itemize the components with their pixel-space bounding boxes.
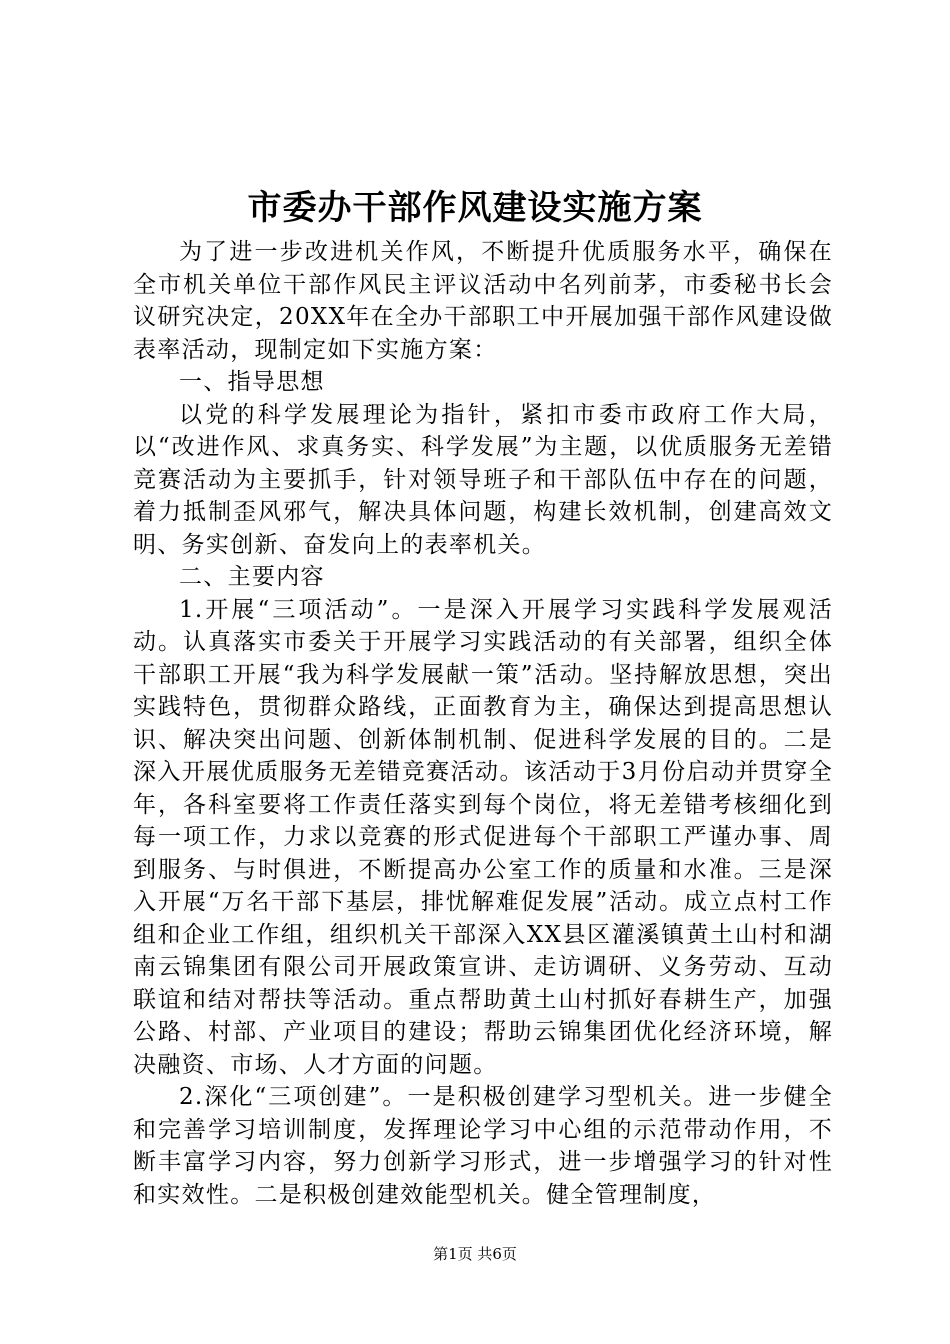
guiding-ideology-paragraph: 以党的科学发展理论为指针，紧扣市委市政府工作大局，以“改进作风、求真务实、科学发展”为主题，以优质服务无差错竞赛活动为主要抓手，针对领导班子和干部队伍中存在的问题，着力抵制歪风邪气，解决具体问题，构建长效机制，创建高效文明、务实创新、奋发向上的表率机关。 [133,401,833,558]
page-number-footer: 第1页 共6页 [433,1245,517,1263]
document-title: 市委办干部作风建设实施方案 [247,188,703,228]
document-body [133,236,833,1211]
three-creations-paragraph: 2.深化“三项创建”。一是积极创建学习型机关。进一步健全和完善学习培训制度，发挥理论学习中心组的示范带动作用，不断丰富学习内容，努力创新学习形式，进一步增强学习的针对性和实效性。二是积极创建效能型机关。健全管理制度， [133,1084,833,1208]
three-activities-paragraph: 1.开展“三项活动”。一是深入开展学习实践科学发展观活动。认真落实市委关于开展学习实践活动的有关部署，组织全体干部职工开展“我为科学发展献一策”活动。坚持解放思想，突出实践特色，贯彻群众路线，正面教育为主，确保达到提高思想认识、解决突出问题、创新体制机制、促进科学发展的目的。二是深入开展优质服务无差错竞赛活动。该活动于3月份启动并贯穿全年，各科室要将工作责任落实到每个岗位，将无差错考核细化到每一项工作，力求以竞赛的形式促进每个干部职工严谨办事、周到服务、与时俱进，不断提高办公室工作的质量和水准。三是深入开展“万名干部下基层，排忧解难促发展”活动。成立点村工作组和企业工作组，组织机关干部深入XX县区灌溪镇黄土山村和湖南云锦集团有限公司开展政策宣讲、走访调研、义务劳动、互动联谊和结对帮扶等活动。重点帮助黄土山村抓好春耕生产，加强公路、村部、产业项目的建设；帮助云锦集团优化经济环境，解决融资、市场、人才方面的问题。 [133,596,833,1078]
intro-paragraph: 为了进一步改进机关作风，不断提升优质服务水平，确保在全市机关单位干部作风民主评议活动中名列前茅，市委秘书长会议研究决定，20XX年在全办干部职工中开展加强干部作风建设做表率活动，现制定如下实施方案： [133,239,833,363]
section-heading-main-content: 二、主要内容 [179,564,325,590]
section-heading-guiding-ideology: 一、指导思想 [179,369,325,395]
